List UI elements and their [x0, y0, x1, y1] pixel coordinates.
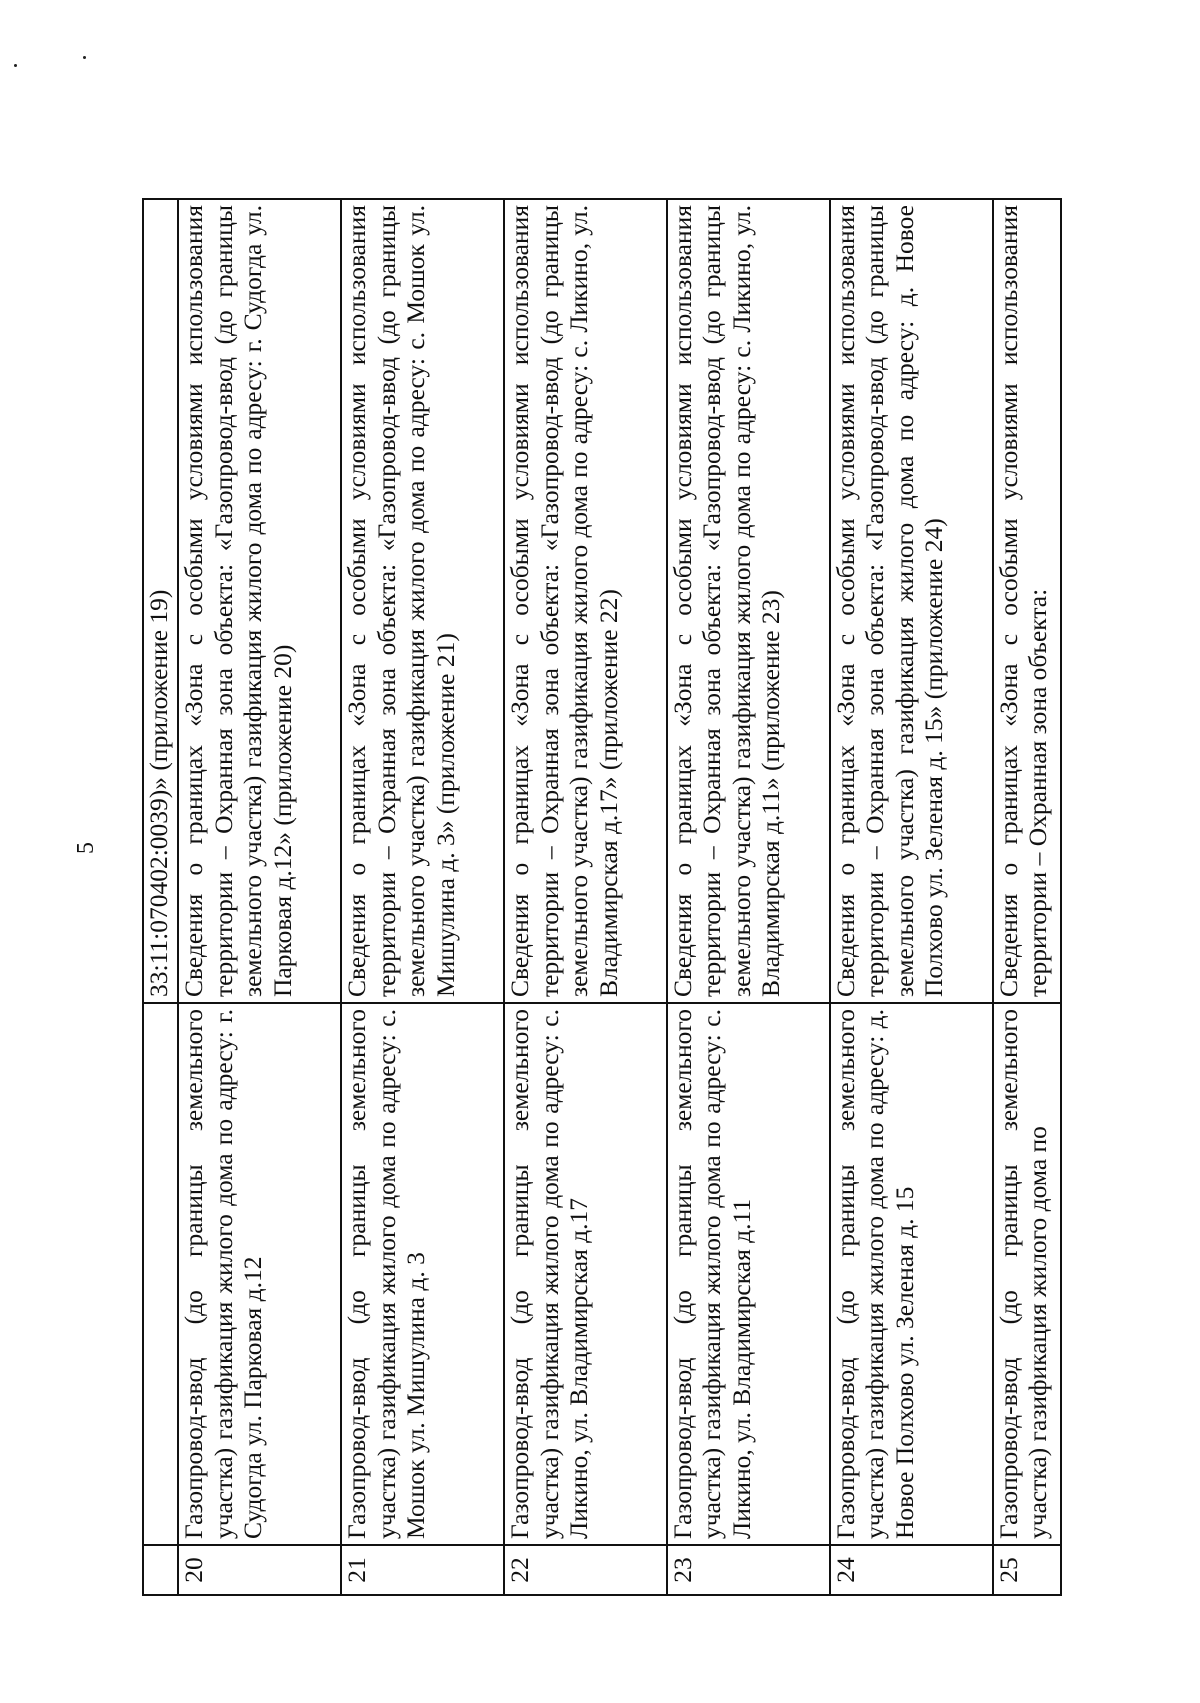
zones-table [142, 198, 1062, 1596]
info-cell: Сведения о границах «Зона с особыми условиями использования территории – Охранная зона объекта: «Газопровод-ввод (до границы земельного участка) газификация жилого дома по адресу: с. Ликино, ул. Владимирская д.11» (приложение 23) [667, 199, 830, 1003]
row-number-cell: 21 [341, 1545, 504, 1595]
row-number-cell: 20 [178, 1545, 341, 1595]
object-cell: Газопровод-ввод (до границы земельного участка) газификация жилого дома по адресу: с. Ликино, ул. Владимирская д.17 [504, 1003, 667, 1545]
info-cell: Сведения о границах «Зона с особыми условиями использования территории – Охранная зона объекта: [993, 199, 1061, 1003]
row-number-cell: 24 [830, 1545, 993, 1595]
row-number-cell [143, 1545, 178, 1595]
page-number: 5 [73, 842, 99, 854]
object-cell: Газопровод-ввод (до границы земельного участка) газификация жилого дома по адресу: с. Мошок ул. Мишулина д. 3 [341, 1003, 504, 1545]
table-row [667, 199, 830, 1595]
info-cell: Сведения о границах «Зона с особыми условиями использования территории – Охранная зона объекта: «Газопровод-ввод (до границы земельного участка) газификация жилого дома по адресу: г. Судогда ул. Парковая д.12» (приложение 20) [178, 199, 341, 1003]
info-cell: Сведения о границах «Зона с особыми условиями использования территории – Охранная зона объекта: «Газопровод-ввод (до границы земельного участка) газификация жилого дома по адресу: с. Мошок ул. Мишулина д. 3» (приложение 21) [341, 199, 504, 1003]
object-cell: Газопровод-ввод (до границы земельного участка) газификация жилого дома по [993, 1003, 1061, 1545]
info-cell: Сведения о границах «Зона с особыми условиями использования территории – Охранная зона объекта: «Газопровод-ввод (до границы земельного участка) газификация жилого дома по адресу: с. Ликино, ул. Владимирская д.17» (приложение 22) [504, 199, 667, 1003]
table-row [504, 199, 667, 1595]
scan-speck [14, 64, 17, 67]
scan-speck [83, 56, 86, 59]
info-cell: Сведения о границах «Зона с особыми условиями использования территории – Охранная зона объекта: «Газопровод-ввод (до границы земельного участка) газификация жилого дома по адресу: д. Новое Полхово ул. Зеленая д. 15» (приложение 24) [830, 199, 993, 1003]
table-row [993, 199, 1061, 1595]
row-number-cell: 25 [993, 1545, 1061, 1595]
row-number-cell: 23 [667, 1545, 830, 1595]
object-cell [143, 1003, 178, 1545]
info-cell [143, 199, 178, 1003]
object-cell: Газопровод-ввод (до границы земельного участка) газификация жилого дома по адресу: д. Новое Полхово ул. Зеленая д. 15 [830, 1003, 993, 1545]
rotated-table-sheet [142, 200, 1062, 1596]
row-number-cell: 22 [504, 1545, 667, 1595]
table-row [830, 199, 993, 1595]
continuation-text: 33:11:070402:0039)» (приложение 19) [144, 589, 173, 997]
table-row [178, 199, 341, 1595]
table-row-continuation [143, 199, 178, 1595]
object-cell: Газопровод-ввод (до границы земельного участка) газификация жилого дома по адресу: г. Судогда ул. Парковая д.12 [178, 1003, 341, 1545]
table-row [341, 199, 504, 1595]
object-cell: Газопровод-ввод (до границы земельного участка) газификация жилого дома по адресу: с. Ликино, ул. Владимирская д.11 [667, 1003, 830, 1545]
